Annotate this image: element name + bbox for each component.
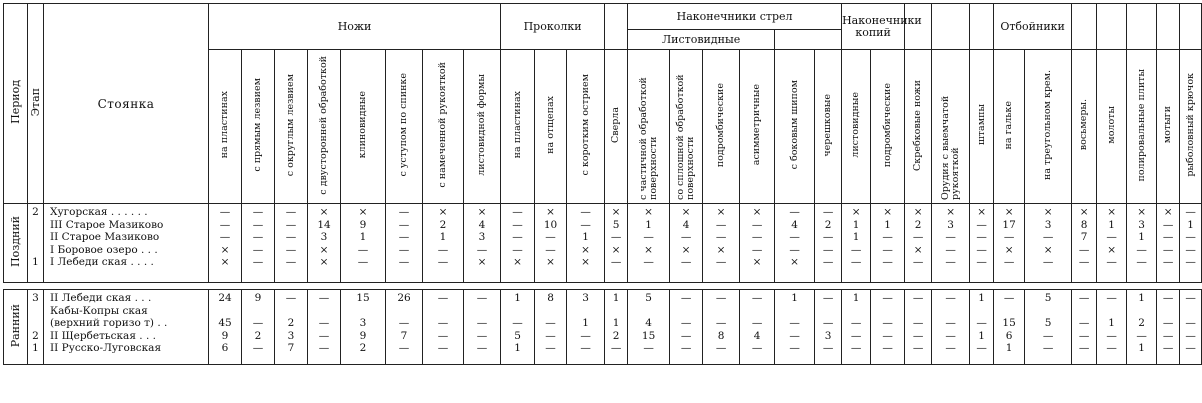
value-cell: — — — — — bbox=[242, 204, 275, 283]
value-cell: × 9 1 — — bbox=[341, 204, 386, 283]
value-cell: 1 — 5 1 bbox=[501, 290, 535, 365]
value-cell: × — — × — bbox=[703, 204, 740, 283]
column-header bbox=[775, 50, 815, 204]
column-header-label: с округлым лезвием bbox=[285, 73, 296, 177]
column-header bbox=[308, 50, 341, 204]
column-header-label: листовидные bbox=[850, 92, 862, 158]
value-cell: × 1 — × — bbox=[1097, 204, 1127, 283]
value-cell: — — — — bbox=[464, 290, 501, 365]
value-cell: × — — — — bbox=[1157, 204, 1180, 283]
value-cell: × — — — — bbox=[970, 204, 994, 283]
value-cell: — — — — bbox=[1180, 290, 1202, 365]
value-cell: × 3 — × — bbox=[1025, 204, 1072, 283]
value-cell: 1 — — — bbox=[775, 290, 815, 365]
value-cell: × 1 — — — bbox=[871, 204, 905, 283]
column-header-label: на пластинах bbox=[511, 91, 523, 159]
value-cell: — — — — — bbox=[275, 204, 308, 283]
value-cell: 8 — — — bbox=[535, 290, 567, 365]
column-header-label: Сверла bbox=[610, 106, 622, 144]
column-header bbox=[1157, 50, 1180, 204]
archaeology-table bbox=[3, 3, 1202, 365]
value-cell: 1 — 1 — bbox=[970, 290, 994, 365]
value-cell: — — — — bbox=[871, 290, 905, 365]
value-cell: × 1 1 — — bbox=[842, 204, 871, 283]
value-cell: 3 1 — — bbox=[567, 290, 605, 365]
value-cell: — — — — bbox=[1072, 290, 1097, 365]
value-cell: 5 5 — — bbox=[1025, 290, 1072, 365]
site-name: II Русско-Луговская bbox=[50, 342, 162, 355]
value-cell: × 2 — × — bbox=[905, 204, 932, 283]
column-header-label: полировальные плиты bbox=[1135, 68, 1147, 182]
column-header-label: подромбические bbox=[881, 82, 893, 168]
table-row bbox=[4, 204, 1202, 283]
value-cell: — — 1 × × bbox=[567, 204, 605, 283]
column-header-label: мотыги bbox=[1162, 106, 1174, 144]
column-header bbox=[1180, 50, 1202, 204]
value-cell: — — — — bbox=[1157, 290, 1180, 365]
column-header-label: штампы bbox=[975, 104, 987, 146]
column-header bbox=[815, 50, 842, 204]
column-header bbox=[501, 50, 535, 204]
value-cell: — — — — × bbox=[501, 204, 535, 283]
value-cell: 9 — 2 — bbox=[242, 290, 275, 365]
header-etap: Этап bbox=[28, 4, 44, 204]
value-cell: 24 45 9 6 bbox=[209, 290, 242, 365]
column-header bbox=[905, 50, 932, 204]
column-header-label: на гальке bbox=[1003, 100, 1015, 150]
column-header-label: с частичной обработкой поверхности bbox=[637, 77, 659, 200]
value-cell: — — — — bbox=[308, 290, 341, 365]
site-name: (верхний горизо т) . . bbox=[50, 317, 168, 330]
value-cell: × 1 — × — bbox=[628, 204, 670, 283]
site-cell bbox=[44, 290, 209, 365]
value-cell: × 10 — — × bbox=[535, 204, 567, 283]
value-cell: — — 3 — bbox=[815, 290, 842, 365]
value-cell: × 8 7 — — bbox=[1072, 204, 1097, 283]
column-header-label: Орудия с выемчатой рукояткой bbox=[939, 95, 961, 200]
column-header-label: восьмеры. bbox=[1078, 99, 1090, 151]
site-name: I Лебеди ская . . . . bbox=[50, 256, 154, 269]
header-site: Стоянка bbox=[44, 4, 209, 204]
header-spearheads: Наконечники копий bbox=[842, 4, 905, 50]
value-cell: × — — — × bbox=[740, 204, 775, 283]
column-header bbox=[605, 50, 628, 204]
value-cell: — — — — bbox=[670, 290, 703, 365]
column-header-label: с коротким острием bbox=[579, 74, 591, 176]
etap-cell: 3 2 1 bbox=[28, 290, 44, 365]
column-header-label: на треугольном крем. bbox=[1042, 70, 1054, 180]
site-name: I Боровое озеро . . . bbox=[50, 243, 158, 256]
column-header-label: клиновидные bbox=[357, 91, 368, 159]
value-cell: 1 — — — bbox=[842, 290, 871, 365]
header-retouchers: Отбойники bbox=[994, 4, 1072, 50]
value-cell: × 3 1 — — bbox=[1127, 204, 1157, 283]
header-arrowheads: Наконечники стрел bbox=[628, 4, 842, 30]
column-header-label: черешковые bbox=[822, 93, 834, 157]
column-header bbox=[932, 50, 970, 204]
column-header bbox=[842, 50, 871, 204]
column-header-label: на отщепах bbox=[544, 96, 556, 154]
site-cell bbox=[44, 204, 209, 283]
column-header bbox=[275, 50, 308, 204]
column-header bbox=[242, 50, 275, 204]
value-cell: — 1 — — — bbox=[1180, 204, 1202, 283]
value-cell: — 15 6 1 bbox=[994, 290, 1025, 365]
column-header bbox=[423, 50, 464, 204]
column-header-label: с уступом по спинке bbox=[398, 73, 409, 177]
value-cell: 1 2 — 1 bbox=[1127, 290, 1157, 365]
value-cell: — 4 — — × bbox=[775, 204, 815, 283]
column-header bbox=[1072, 50, 1097, 204]
column-header-label: на пластинах bbox=[219, 91, 230, 159]
header-period: Период bbox=[4, 4, 28, 204]
column-header-label: с прямым лезвием bbox=[252, 78, 263, 172]
value-cell: × 17 — × — bbox=[994, 204, 1025, 283]
table-row bbox=[4, 290, 1202, 365]
header-spacer-4 bbox=[1072, 4, 1097, 50]
value-cell: × 2 1 — — bbox=[423, 204, 464, 283]
site-name: Кабы-Копры ская bbox=[50, 304, 148, 317]
column-header-label: листовидной формы bbox=[476, 74, 488, 176]
value-cell: — 2 — — — bbox=[815, 204, 842, 283]
column-header-label: с двусторонней обработкой bbox=[318, 55, 329, 195]
site-name: Хугорская . . . . . . bbox=[50, 206, 148, 218]
period-cell: Поздний bbox=[4, 204, 28, 283]
section-separator bbox=[4, 283, 1202, 290]
column-header bbox=[1025, 50, 1072, 204]
column-header bbox=[871, 50, 905, 204]
column-header bbox=[703, 50, 740, 204]
header-spacer-8 bbox=[1180, 4, 1202, 50]
value-cell: × 3 — — — bbox=[932, 204, 970, 283]
value-cell: — — — — bbox=[423, 290, 464, 365]
value-cell: — — — — bbox=[932, 290, 970, 365]
header-knives: Ножи bbox=[209, 4, 501, 50]
header-spacer-2 bbox=[932, 4, 970, 50]
column-header bbox=[535, 50, 567, 204]
value-cell: × 4 — × — bbox=[670, 204, 703, 283]
value-cell: × 14 3 × × bbox=[308, 204, 341, 283]
column-header bbox=[628, 50, 670, 204]
header-drills-spacer bbox=[605, 4, 628, 50]
etap-cell: 2 1 bbox=[28, 204, 44, 283]
column-header-label: со сплошной обработкой поверхности bbox=[675, 74, 697, 200]
column-header-label: молоты bbox=[1105, 106, 1117, 144]
value-cell: 5 4 15 — bbox=[628, 290, 670, 365]
header-spacer-6 bbox=[1127, 4, 1157, 50]
value-cell: × 5 — × — bbox=[605, 204, 628, 283]
value-cell: — — — × × bbox=[209, 204, 242, 283]
header-leaf-shaped: Листовидные bbox=[628, 30, 775, 50]
site-name: II Старое Мазиково bbox=[50, 231, 160, 244]
value-cell: 26 — 7 — bbox=[386, 290, 423, 365]
value-cell: — — — — bbox=[905, 290, 932, 365]
column-header-label: с боковым шипом bbox=[788, 80, 800, 170]
column-header bbox=[1127, 50, 1157, 204]
header-arrow-spacer bbox=[775, 30, 842, 50]
site-name: III Старое Мазиково bbox=[50, 218, 164, 231]
value-cell: — — — — — bbox=[386, 204, 423, 283]
column-header-label: подромбические bbox=[715, 82, 727, 168]
header-spacer-3 bbox=[970, 4, 994, 50]
header-spacer-5 bbox=[1097, 4, 1127, 50]
column-header bbox=[670, 50, 703, 204]
value-cell: — — 4 — bbox=[740, 290, 775, 365]
column-header-label: с намеченной рукояткой bbox=[437, 62, 448, 188]
value-cell: — 1 — — bbox=[1097, 290, 1127, 365]
column-header-label: Скребковые ножи bbox=[912, 79, 924, 171]
column-header-label: рыболовный крючок bbox=[1184, 73, 1196, 177]
column-header bbox=[386, 50, 423, 204]
value-cell: — 2 3 7 bbox=[275, 290, 308, 365]
column-header bbox=[567, 50, 605, 204]
column-header-label: асимметричные bbox=[751, 84, 763, 166]
column-header bbox=[341, 50, 386, 204]
column-header bbox=[994, 50, 1025, 204]
value-cell: — — 8 — bbox=[703, 290, 740, 365]
column-header bbox=[464, 50, 501, 204]
value-cell: × 4 3 — × bbox=[464, 204, 501, 283]
header-awls: Проколки bbox=[501, 4, 605, 50]
value-cell: 1 1 2 — bbox=[605, 290, 628, 365]
column-header bbox=[209, 50, 242, 204]
column-header bbox=[1097, 50, 1127, 204]
header-spacer-7 bbox=[1157, 4, 1180, 50]
period-cell: Ранний bbox=[4, 290, 28, 365]
header-spacer-1 bbox=[905, 4, 932, 50]
site-name: II Щербетьская . . . bbox=[50, 329, 156, 342]
column-header bbox=[970, 50, 994, 204]
column-header bbox=[740, 50, 775, 204]
site-name: II Лебеди ская . . . bbox=[50, 292, 152, 304]
value-cell: 15 3 9 2 bbox=[341, 290, 386, 365]
